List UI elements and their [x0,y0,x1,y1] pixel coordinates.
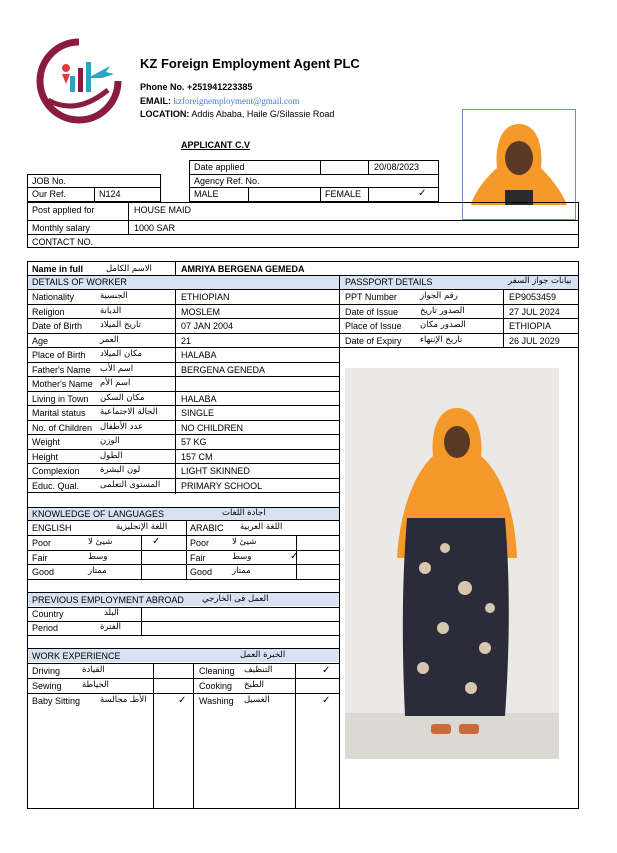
cv-title: APPLICANT C.V [181,140,251,150]
worker-row-label: Religion [32,306,65,317]
male-label: MALE [194,189,219,199]
agency-ref-label: Agency Ref. No. [194,176,260,186]
company-logo [36,38,122,124]
name-value: AMRIYA BERGENA GEMEDA [181,264,305,274]
worker-row-label-ar: العمر [100,334,119,345]
worker-row-value: ETHIOPIAN [181,292,230,302]
worker-row-line [27,478,339,479]
worker-row-label: Marital status [32,408,86,418]
passport-row-line [339,318,579,319]
worker-row-label-ar: عدد الأطفال [100,421,144,432]
experience-right-label-ar: الطبخ [244,680,264,690]
job-no-label: JOB No. [32,176,67,186]
experience-right-label: Washing [199,696,234,706]
english-level-label-ar: شيئ لا [88,537,113,547]
post-block [27,202,579,248]
arabic-level-label: Fair [190,552,206,563]
worker-row-label: Mother's Name [32,379,93,389]
worker-row-line [27,347,339,348]
worker-row-line [27,434,339,435]
passport-row-value: 26 JUL 2029 [509,335,560,346]
worker-row-line [27,463,339,464]
post-label: Post applied for [32,205,95,215]
contact-label: CONTACT NO. [32,237,94,247]
passport-row-label: Date of Expiry [345,335,402,346]
passport-row-label: Place of Issue [345,321,402,331]
worker-row-label: Educ. Qual. [32,480,80,491]
experience-left-label-ar: الخياطة [82,680,109,690]
passport-header-label: PASSPORT DETAILS [345,277,433,287]
worker-row-value: HALABA [181,350,217,360]
experience-left-checkmark: ✓ [178,695,187,706]
worker-row-label-ar: الحالة الاجتماعية [100,407,158,417]
arabic-label-ar: اللغة العربية [240,522,283,532]
language-row-line [27,564,339,565]
experience-right-label: Cleaning [199,666,235,676]
worker-row-label: Nationality [32,292,75,302]
english-level-label-ar: ممتاز [88,566,107,577]
worker-row-label: Complexion [32,466,80,476]
gender-row [189,187,439,202]
female-label: FEMALE [325,189,362,199]
experience-left-label-ar: الأطـ مجالسة [100,695,147,705]
english-level-checkmark: ✓ [152,536,161,547]
worker-row-label-ar: اسم الأب [100,363,134,374]
english-label-ar: اللغة الإنجليزية [116,522,168,532]
language-row-line [27,579,339,580]
passport-row-value: EP9053459 [509,292,557,302]
abroad-period-ar: الفترة [100,622,121,632]
passport-row-value: 27 JUL 2024 [509,306,560,317]
location-label: LOCATION: [140,109,190,119]
worker-row-line [27,362,339,363]
abroad-country-label: Country [32,609,64,619]
worker-row-line [27,289,339,290]
passport-row-label-ar: رقم الجواز [420,291,458,301]
arabic-level-checkmark: ✓ [290,550,299,562]
location-value: Addis Ababa, Haile G/Silassie Road [191,109,335,119]
worker-row-label-ar: مكان الميلاد [100,349,143,359]
company-name: KZ Foreign Employment Agent PLC [140,56,360,71]
worker-row-value: BERGENA GENEDA [181,364,266,375]
worker-row-label: Height [32,451,59,462]
salary-label: Monthly salary [32,223,91,233]
arabic-label: ARABIC [190,523,224,533]
worker-row-value: 157 CM [181,451,213,462]
worker-row-value: NO CHILDREN [181,422,244,433]
worker-row-line [27,318,339,319]
language-row-line [27,535,339,536]
worker-row-label: Father's Name [32,364,91,375]
passport-header-ar: بيانات جواز السفر [508,276,572,286]
worker-row-line [27,333,339,334]
worker-row-label-ar: الديانة [100,305,122,316]
worker-row-label-ar: تاريخ الميلاد [100,320,141,330]
worker-row-label-ar: لون البشرة [100,465,141,475]
english-level-label: Poor [32,538,52,548]
phone-label: Phone No. [140,82,185,92]
passport-row-line [339,289,579,290]
worker-row-value: HALABA [181,393,217,404]
worker-row-label-ar: اسم الأم [100,378,131,388]
experience-header-label: WORK EXPERIENCE [32,651,121,661]
female-checkmark: ✓ [418,188,427,199]
our-ref-value: N124 [99,189,121,199]
worker-row-line [27,420,339,421]
worker-row-label-ar: الوزن [100,436,120,446]
worker-row-label: Weight [32,437,60,447]
abroad-country-ar: البلد [104,608,119,618]
worker-row-value: PRIMARY SCHOOL [181,480,263,491]
date-applied-label: Date applied [194,162,245,172]
experience-header-ar: الخبرة العمل [240,650,286,660]
worker-row-value: 57 KG [181,437,207,447]
worker-row-label-ar: الطول [100,450,123,461]
passport-row-label-ar: تاريخ الإنتهاء [420,334,463,345]
arabic-level-label-ar: شيئ لا [232,537,257,547]
passport-row-value: ETHIOPIA [509,321,552,331]
passport-row-label-ar: الصدور تاريخ [420,305,465,316]
worker-row-label: Living in Town [32,393,89,404]
worker-row-label: Age [32,335,49,346]
experience-right-label-ar: التنظيف [244,665,273,675]
experience-left-label: Sewing [32,681,62,691]
passport-row-label: PPT Number [345,292,397,302]
worker-row-value: 21 [181,335,192,346]
english-level-label: Fair [32,552,48,563]
experience-right-checkmark: ✓ [322,665,331,676]
worker-row-value: MOSLEM [181,306,221,317]
worker-row-line [27,304,339,305]
experience-left-label: Baby Sitting [32,696,81,706]
worker-row-line [27,492,339,493]
worker-row-label: Place of Birth [32,350,86,360]
worker-header-label: DETAILS OF WORKER [32,277,127,287]
english-level-label: Good [32,567,55,578]
arabic-level-label-ar: ممتاز [232,566,251,577]
post-value: HOUSE MAID [134,205,192,215]
name-label: Name in full [32,264,84,274]
salary-value: 1000 SAR [134,223,176,233]
experience-right-checkmark: ✓ [322,695,331,706]
worker-row-line [27,405,339,406]
english-label: ENGLISH [32,523,72,533]
languages-header-label: KNOWLEDGE OF LANGUAGES [32,509,165,519]
phone-line [140,82,252,93]
experience-left-label-ar: القيادة [82,665,105,675]
arabic-level-label-ar: وسط [232,551,252,562]
date-applied-value: 20/08/2023 [374,162,420,172]
email-label: EMAIL: [140,96,171,106]
languages-header-ar: اجادة اللغات [222,508,266,518]
worker-row-line [27,376,339,377]
worker-row-label-ar: الجنسية [100,291,128,301]
email-link[interactable]: kzforeignemployment@gmail.com [173,96,300,106]
worker-row-label: Date of Birth [32,321,83,331]
applicant-full-photo [345,368,559,759]
phone-number: +251941223385 [187,82,253,92]
abroad-period-label: Period [32,623,59,633]
location-line [140,109,334,120]
passport-row-line [339,333,579,334]
abroad-header-ar: العمل فى الخارجي [202,594,269,604]
experience-right-label: Cooking [199,681,233,691]
worker-row-line [27,391,339,392]
worker-row-value: LIGHT SKINNED [181,466,250,476]
email-line [140,96,300,107]
worker-row-value: 07 JAN 2004 [181,321,234,331]
name-label-ar: الاسم الكامل [106,264,152,274]
english-level-label-ar: وسط [88,551,108,562]
abroad-header-label: PREVIOUS EMPLOYMENT ABROAD [32,595,184,605]
experience-right-label-ar: الغسيل [244,695,270,705]
worker-row-label-ar: المستوى التعلمى [100,479,161,490]
arabic-level-label: Poor [190,538,210,548]
passport-row-line [339,347,579,348]
experience-left-label: Driving [32,666,61,676]
arabic-level-label: Good [190,567,213,578]
worker-row-line [27,449,339,450]
passport-row-label-ar: الصدور مكان [420,320,466,330]
passport-row-line [339,304,579,305]
passport-row-label: Date of Issue [345,306,399,317]
our-ref-label: Our Ref. [32,189,67,199]
worker-row-label: No. of Children [32,422,93,433]
worker-row-value: SINGLE [181,408,215,418]
worker-row-label-ar: مكان السكن [100,392,145,403]
